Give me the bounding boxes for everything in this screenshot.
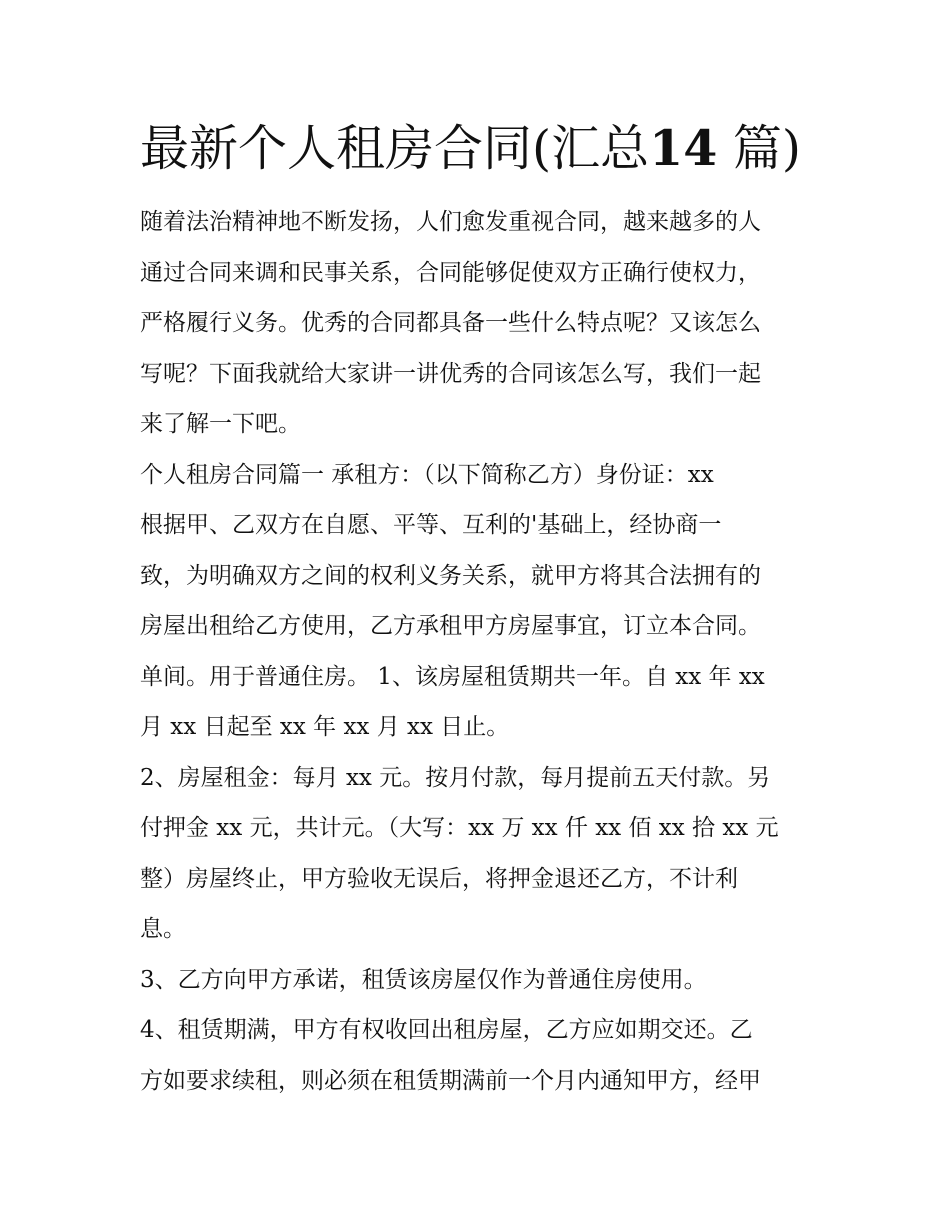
body-line: 严格履行义务。优秀的合同都具备一些什么特点呢？又该怎么 xyxy=(140,310,761,336)
body-line: 来了解一下吧。 xyxy=(140,411,301,437)
body-line: 3、乙方向甲方承诺，租赁该房屋仅作为普通住房使用。 xyxy=(140,966,707,993)
document-title xyxy=(140,112,840,185)
title-number: 14 xyxy=(649,119,718,177)
body-line: 月 xx 日起至 xx 年 xx 月 xx 日止。 xyxy=(140,714,510,740)
body-line: 4、租赁期满，甲方有权收回出租房屋，乙方应如期交还。乙 xyxy=(140,1017,753,1043)
document-body xyxy=(140,197,820,1106)
body-line: 致，为明确双方之间的权利义务关系，就甲方将其合法拥有的 xyxy=(140,562,761,589)
title-text: 最新个人租房合同(汇总 xyxy=(140,120,650,177)
body-line: 2、房屋租金：每月 xx 元。按月付款，每月提前五天付款。另 xyxy=(140,764,771,791)
body-line: 房屋出租给乙方使用，乙方承租甲方房屋事宜，订立本合同。 xyxy=(140,613,761,639)
body-line: 整）房屋终止，甲方验收无误后，将押金退还乙方，不计利 xyxy=(140,865,738,892)
body-line: 随着法治精神地不断发扬，人们愈发重视合同，越来越多的人 xyxy=(140,209,761,235)
body-line: 写呢？下面我就给大家讲一讲优秀的合同该怎么写，我们一起 xyxy=(140,360,761,387)
title-text-end: 篇) xyxy=(732,120,802,177)
body-line: 付押金 xx 元，共计元。（大写：xx 万 xx 仟 xx 佰 xx 拾 xx 元 xyxy=(140,815,779,841)
body-line: 息。 xyxy=(140,916,186,942)
body-line: 个人租房合同篇一 承租方：（以下简称乙方）身份证：xx xyxy=(140,461,714,488)
body-line: 方如要求续租，则必须在租赁期满前一个月内通知甲方，经甲 xyxy=(140,1067,761,1094)
body-line: 根据甲、乙双方在自愿、平等、互利的'基础上，经协商一 xyxy=(140,512,722,538)
body-line: 通过合同来调和民事关系，合同能够促使双方正确行使权力， xyxy=(140,259,761,286)
body-line: 单间。用于普通住房。 1、该房屋租赁期共一年。自 xx 年 xx xyxy=(140,663,765,690)
